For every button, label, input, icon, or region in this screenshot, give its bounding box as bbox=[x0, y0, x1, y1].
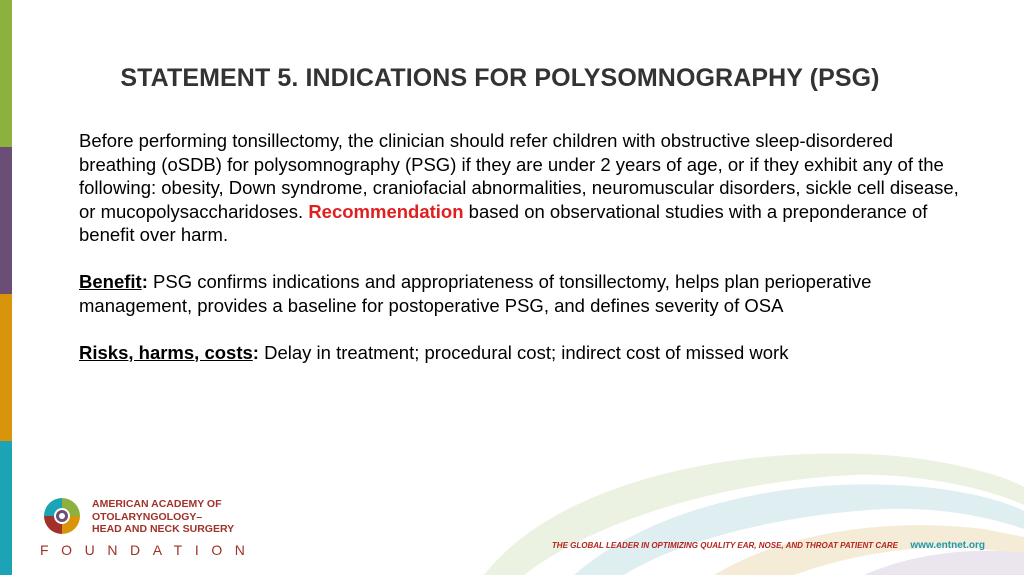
logo-line-2: OTOLARYNGOLOGY– bbox=[92, 510, 203, 523]
decorative-swirl bbox=[464, 425, 1024, 575]
risks-label: Risks, harms, costs bbox=[79, 341, 253, 363]
benefit-text: PSG confirms indications and appropriateness of tonsillectomy, helps plan perioperative management, provides a baseline for postoperative PSG, and defines severity of OSA bbox=[79, 271, 872, 316]
stripe-purple bbox=[0, 147, 12, 294]
logo-line-1: AMERICAN ACADEMY OF bbox=[92, 498, 222, 510]
risks-paragraph bbox=[79, 341, 959, 365]
recommendation-label: Recommendation bbox=[308, 200, 464, 222]
statement-paragraph bbox=[79, 129, 959, 247]
aao-hns-foundation-logo bbox=[40, 494, 300, 564]
risks-colon: : bbox=[252, 341, 259, 363]
footer-tagline: THE GLOBAL LEADER IN OPTIMIZING QUALITY EAR, NOSE, AND THROAT PATIENT CARE bbox=[551, 541, 898, 550]
swirl-logo-icon bbox=[40, 494, 84, 538]
stripe-orange bbox=[0, 294, 12, 441]
risks-text: Delay in treatment; procedural cost; indirect cost of missed work bbox=[258, 341, 789, 363]
benefit-paragraph bbox=[79, 270, 959, 317]
logo-foundation: FOUNDATION bbox=[40, 542, 258, 558]
statement-text-end: based on observational studies with a preponderance of benefit over harm. bbox=[79, 200, 928, 245]
slide-title: STATEMENT 5. INDICATIONS FOR POLYSOMNOGRAPHY (PSG) bbox=[120, 64, 880, 92]
statement-text: Before performing tonsillectomy, the clinician should refer children with obstructive sleep-disordered breathing (oSDB) for polysomnography (PSG) if they are under 2 years of age, or if they exhibit any of the following: obesity, Down syndrome, craniofacial abnormalities, neuromuscular disorders, sickle cell disease, or mucopolysaccharidoses. bbox=[79, 130, 959, 222]
benefit-colon: : bbox=[141, 271, 148, 292]
footer-url-link[interactable]: www.entnet.org bbox=[910, 540, 985, 551]
benefit-label: Benefit bbox=[79, 271, 142, 292]
logo-text bbox=[92, 498, 234, 536]
logo-line-3: HEAD AND NECK SURGERY bbox=[92, 523, 235, 535]
slide-body bbox=[79, 129, 959, 388]
stripe-teal bbox=[0, 441, 12, 575]
